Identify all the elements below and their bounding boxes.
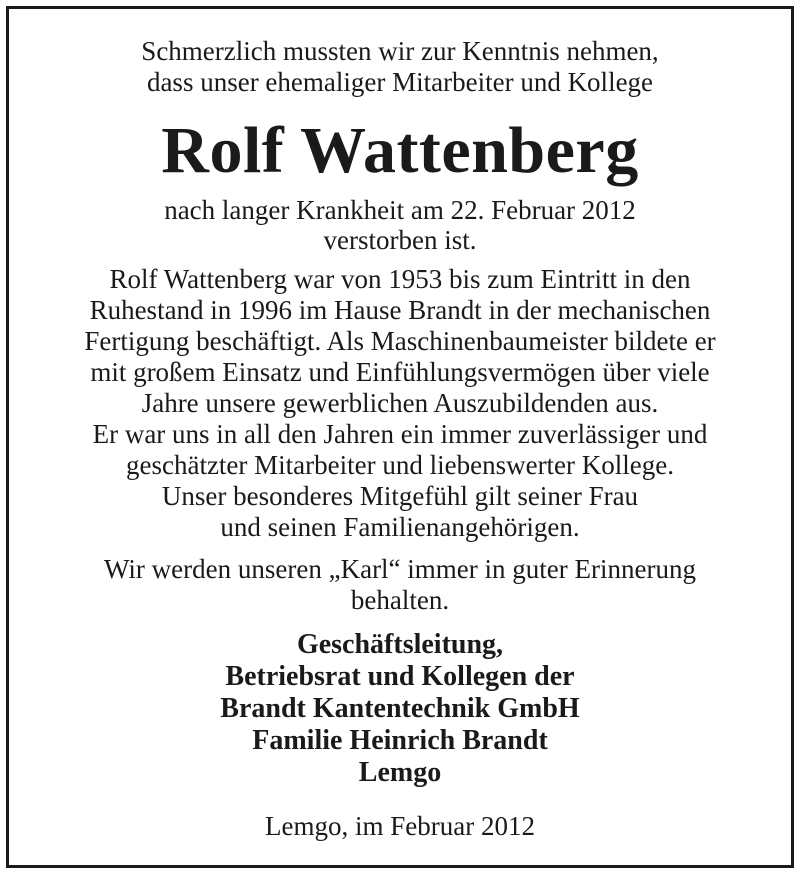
body-line: Er war uns in all den Jahren ein immer zuverlässiger und bbox=[92, 419, 708, 449]
body-line: Rolf Wattenberg war von 1953 bis zum Eintritt in den bbox=[109, 264, 691, 294]
body-line: Ruhestand in 1996 im Hause Brandt in der mechanischen bbox=[89, 295, 711, 325]
signatory-line: Familie Heinrich Brandt bbox=[252, 725, 548, 756]
body-line: Unser besonderes Mitgefühl gilt seiner Frau bbox=[161, 481, 639, 511]
signatory-line: Betriebsrat und Kollegen der bbox=[225, 661, 575, 692]
body-line: mit großem Einsatz und Einfühlungsvermögen über viele bbox=[90, 357, 710, 387]
intro-line: dass unser ehemaliger Mitarbeiter und Kollege bbox=[146, 67, 654, 97]
remembrance-line: Wir werden unseren „Karl“ immer in guter Erinnerung bbox=[104, 554, 696, 584]
signatory-line: Geschäftsleitung, bbox=[296, 629, 504, 660]
obituary-notice bbox=[9, 9, 791, 865]
body-line: Jahre unsere gewerblichen Auszubildenden aus. bbox=[141, 388, 659, 418]
remembrance-line: behalten. bbox=[350, 585, 450, 615]
intro-line: Schmerzlich mussten wir zur Kenntnis nehmen, bbox=[141, 36, 659, 66]
obituary-border bbox=[6, 6, 794, 868]
place-date: Lemgo, im Februar 2012 bbox=[265, 811, 535, 841]
death-line: verstorben ist. bbox=[323, 225, 477, 255]
body-line: und seinen Familienangehörigen. bbox=[220, 512, 580, 542]
signatory-line: Lemgo bbox=[358, 757, 442, 788]
deceased-name: Rolf Wattenberg bbox=[161, 114, 639, 187]
body-line: geschätzter Mitarbeiter und liebenswerter Kollege. bbox=[125, 450, 674, 480]
body-line: Fertigung beschäftigt. Als Maschinenbaumeister bildete er bbox=[84, 326, 716, 356]
signatory-line: Brandt Kantentechnik GmbH bbox=[220, 693, 580, 724]
death-line: nach langer Krankheit am 22. Februar 2012 bbox=[164, 195, 636, 225]
